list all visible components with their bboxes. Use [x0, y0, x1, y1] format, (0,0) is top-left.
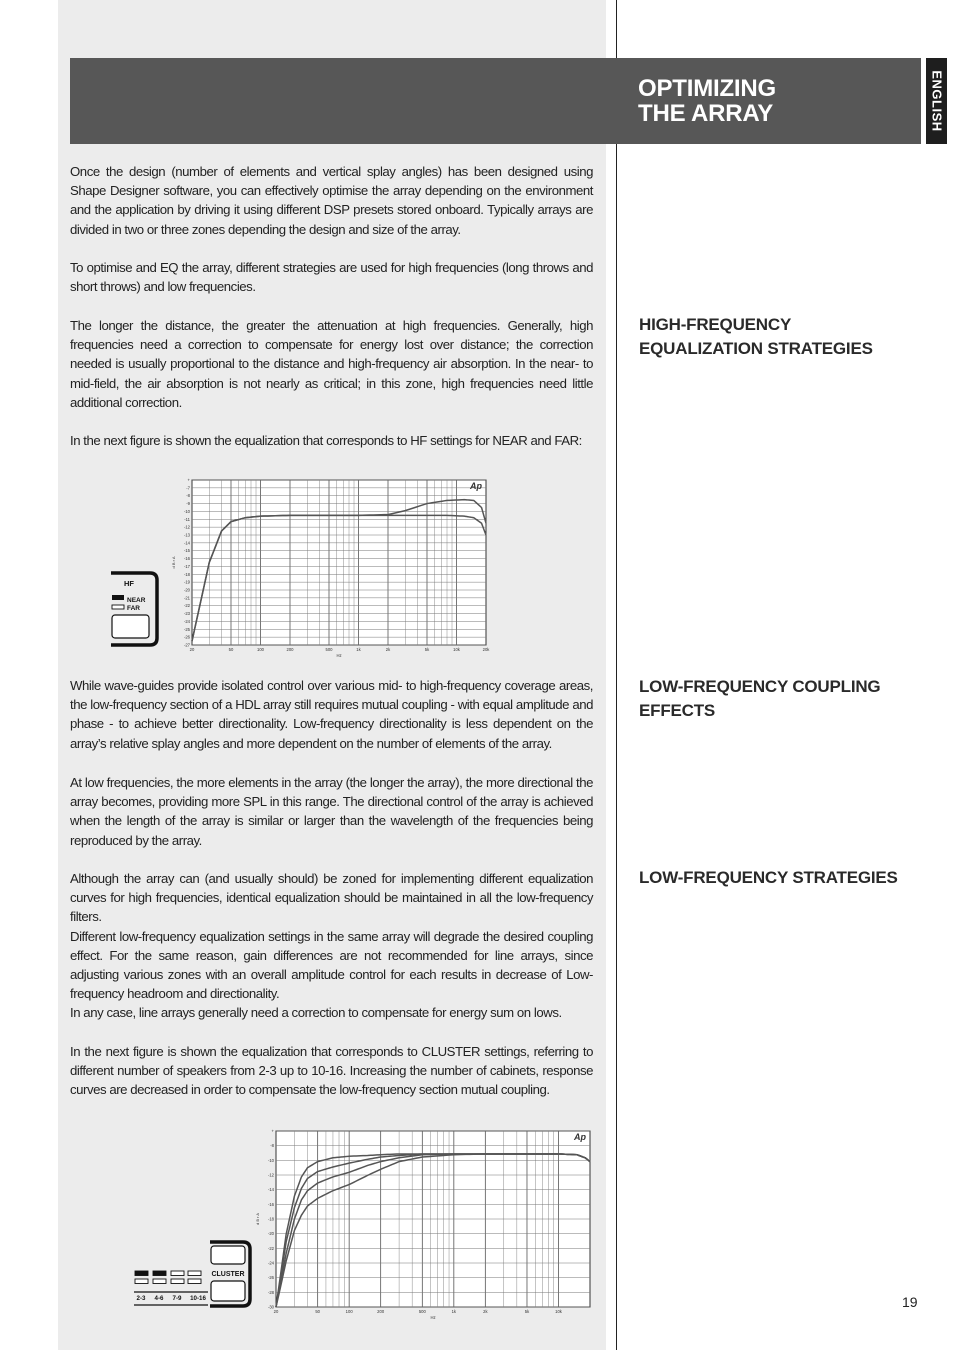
x-tick-label: 200 — [286, 647, 294, 652]
y-tick-label: -27 — [183, 642, 190, 648]
y-tick-label: -12 — [267, 1172, 274, 1178]
x-tick-label: 100 — [256, 647, 264, 652]
cluster-preset-display-bottom — [211, 1281, 245, 1301]
paragraph: While wave-guides provide isolated control over various mid- to high-frequency coverage areas, the low-frequency section of a HDL array still requires mutual coupling - with equal amplitude and phase - to achieve better directionality. Low-frequency directionality is less dependent on the array’s relative splay angles and more dependent on the number of elements of the array. — [70, 678, 593, 751]
y-axis-label: d B r A — [255, 1212, 260, 1226]
y-tick-label: -22 — [267, 1245, 274, 1251]
x-tick-label: 20k — [482, 647, 490, 652]
x-tick-label: 500 — [418, 1309, 426, 1314]
x-tick-label: 20 — [189, 647, 195, 652]
cluster-switch-icon — [171, 1271, 184, 1276]
hf-eq-figure — [106, 474, 496, 664]
column-divider — [616, 0, 617, 1350]
audio-precision-logo: Ap — [470, 481, 482, 491]
y-tick-label: -18 — [183, 571, 190, 577]
x-tick-label: 500 — [325, 647, 333, 652]
heading-hf-equalization: HIGH-FREQUENCY EQUALIZATION STRATEGIES — [639, 315, 873, 358]
y-tick-label: -26 — [183, 634, 190, 640]
hf-eq-chart — [106, 474, 496, 664]
language-tab — [926, 58, 947, 144]
y-tick-label: -17 — [183, 563, 190, 569]
near-label: NEAR — [127, 597, 146, 604]
y-tick-label: -15 — [183, 548, 190, 554]
y-tick-label: -25 — [183, 626, 190, 632]
far-switch-icon — [112, 605, 124, 609]
x-tick-label: 20 — [273, 1309, 279, 1314]
far-label: FAR — [127, 605, 140, 612]
cluster-switch-icon — [188, 1271, 201, 1276]
y-tick-label: -30 — [267, 1304, 274, 1310]
cluster-switch-label: 10-16 — [190, 1295, 206, 1302]
y-tick-label: -11 — [184, 516, 190, 522]
x-tick-label: 100 — [345, 1309, 353, 1314]
y-tick-label: -14 — [267, 1187, 274, 1193]
cluster-switch-label: 2-3 — [136, 1295, 146, 1302]
y-tick-label: -16 — [183, 556, 190, 562]
x-tick-label: 50 — [228, 647, 234, 652]
paragraph: Although the array can (and usually should) be zoned for implementing different equalization curves for high frequencies, identical equalization should be maintained in all the low-frequency filters. Different low-frequency equalization settings in the same array will degrade the desired coupling effect. For the same reason, gain differences are not recommended for line arrays, since adjusting various zones with an overall amplitude control for each results in decrease of Low-frequency headroom and directionality. In any case, line arrays generally need a correction to compensate for energy sum on lows. — [70, 871, 593, 1021]
language-tab-label: ENGLISH — [929, 70, 944, 132]
cluster-eq-figure — [130, 1118, 596, 1326]
cluster-switch-label: 4-6 — [154, 1295, 164, 1302]
x-tick-label: 5k — [424, 647, 430, 652]
plot-area — [192, 480, 486, 645]
hf-preset-display — [112, 615, 149, 638]
y-tick-label: -16 — [267, 1201, 274, 1207]
y-axis-label: d B r A — [171, 556, 176, 569]
x-axis-label: Hz — [430, 1315, 436, 1320]
cluster-switch-icon — [188, 1279, 201, 1284]
y-tick-label: -22 — [183, 603, 190, 609]
x-tick-label: 1k — [451, 1309, 457, 1314]
y-tick-label: -19 — [183, 579, 190, 585]
y-tick-label: -12 — [183, 524, 190, 530]
y-tick-label: -20 — [183, 587, 190, 593]
y-tick-label: -8 — [270, 1143, 274, 1149]
x-tick-label: 2k — [385, 647, 391, 652]
x-tick-label: 10k — [453, 647, 460, 652]
cluster-preset-display-top — [211, 1246, 245, 1264]
y-tick-label: + — [271, 1128, 274, 1134]
paragraph: In the next figure is shown the equalization that corresponds to CLUSTER settings, referring to different number of speakers from 2-3 up to 10-16. Increasing the number of cabinets, response curves are decreased in order to compensate the low-frequency section mutual coupling. — [70, 1044, 593, 1098]
y-tick-label: -9 — [186, 501, 190, 507]
paragraph: Once the design (number of elements and vertical splay angles) has been designed using Shape Designer software, you can effectively optimise the array depending on the environment and the application by driving it using different DSP presets stored onboard. Typically arrays are divided in two or three zones depending the design and size of the array. — [70, 164, 593, 237]
x-tick-label: 2k — [483, 1309, 488, 1314]
y-tick-label: -10 — [267, 1157, 274, 1163]
y-tick-label: -8 — [186, 493, 190, 499]
x-tick-label: 200 — [377, 1309, 385, 1314]
y-tick-label: -13 — [183, 532, 190, 538]
y-tick-label: -21 — [183, 595, 190, 601]
y-tick-label: -24 — [183, 618, 190, 624]
hf-control-label: HF — [124, 579, 134, 588]
audio-precision-logo: Ap — [574, 1132, 586, 1142]
paragraph: At low frequencies, the more elements in the array (the longer the array), the more directional the array becomes, providing more SPL in this range. The directional control of the array is achieved when the length of the array is similar or larger than the wavelength of the frequencies being reproduced by the array. — [70, 775, 593, 848]
cluster-control-label: CLUSTER — [211, 1271, 245, 1278]
heading-lf-coupling: LOW-FREQUENCY COUPLING EFFECTS — [639, 677, 881, 720]
y-tick-label: -14 — [183, 540, 190, 546]
x-tick-label: 10k — [555, 1309, 562, 1314]
x-axis-label: Hz — [336, 653, 342, 658]
y-tick-label: -28 — [267, 1289, 274, 1295]
paragraph: The longer the distance, the greater the attenuation at high frequencies. Generally, high frequencies need a correction to compensate for energy lost over distance; the correction needed is usually proportional to the distance and high-frequency air absorption. In the near- to mid-field, the air absorption is not nearly as critical; in this zone, high frequencies need little additional correction. — [70, 318, 593, 410]
section-header-bar — [70, 58, 921, 144]
y-tick-label: -20 — [267, 1231, 274, 1237]
page-number: 19 — [902, 1294, 918, 1310]
y-tick-label: -7 — [186, 485, 190, 491]
near-switch-icon — [112, 595, 124, 600]
cluster-switch-icon — [171, 1279, 184, 1284]
cluster-switch-icon — [153, 1279, 166, 1284]
cluster-switch-icon — [135, 1271, 148, 1276]
y-tick-label: -26 — [267, 1275, 274, 1281]
y-tick-label: + — [187, 477, 190, 483]
cluster-eq-chart — [130, 1118, 596, 1326]
x-tick-label: 1k — [356, 647, 361, 652]
y-tick-label: -23 — [183, 611, 190, 617]
paragraph: To optimise and EQ the array, different strategies are used for high frequencies (long throws and short throws) and low frequencies. — [70, 260, 593, 295]
y-tick-label: -18 — [267, 1216, 274, 1222]
page-title: OPTIMIZING THE ARRAY — [638, 75, 776, 127]
cluster-switch-label: 7-9 — [172, 1295, 182, 1302]
x-tick-label: 5k — [524, 1309, 530, 1314]
y-tick-label: -24 — [267, 1260, 274, 1266]
paragraph: In the next figure is shown the equalization that corresponds to HF settings for NEAR and FAR: — [70, 433, 582, 448]
x-tick-label: 50 — [315, 1309, 320, 1314]
heading-lf-strategies: LOW-FREQUENCY STRATEGIES — [639, 868, 898, 887]
cluster-switch-icon — [153, 1271, 166, 1276]
cluster-switch-icon — [135, 1279, 148, 1284]
y-tick-label: -10 — [183, 508, 190, 514]
